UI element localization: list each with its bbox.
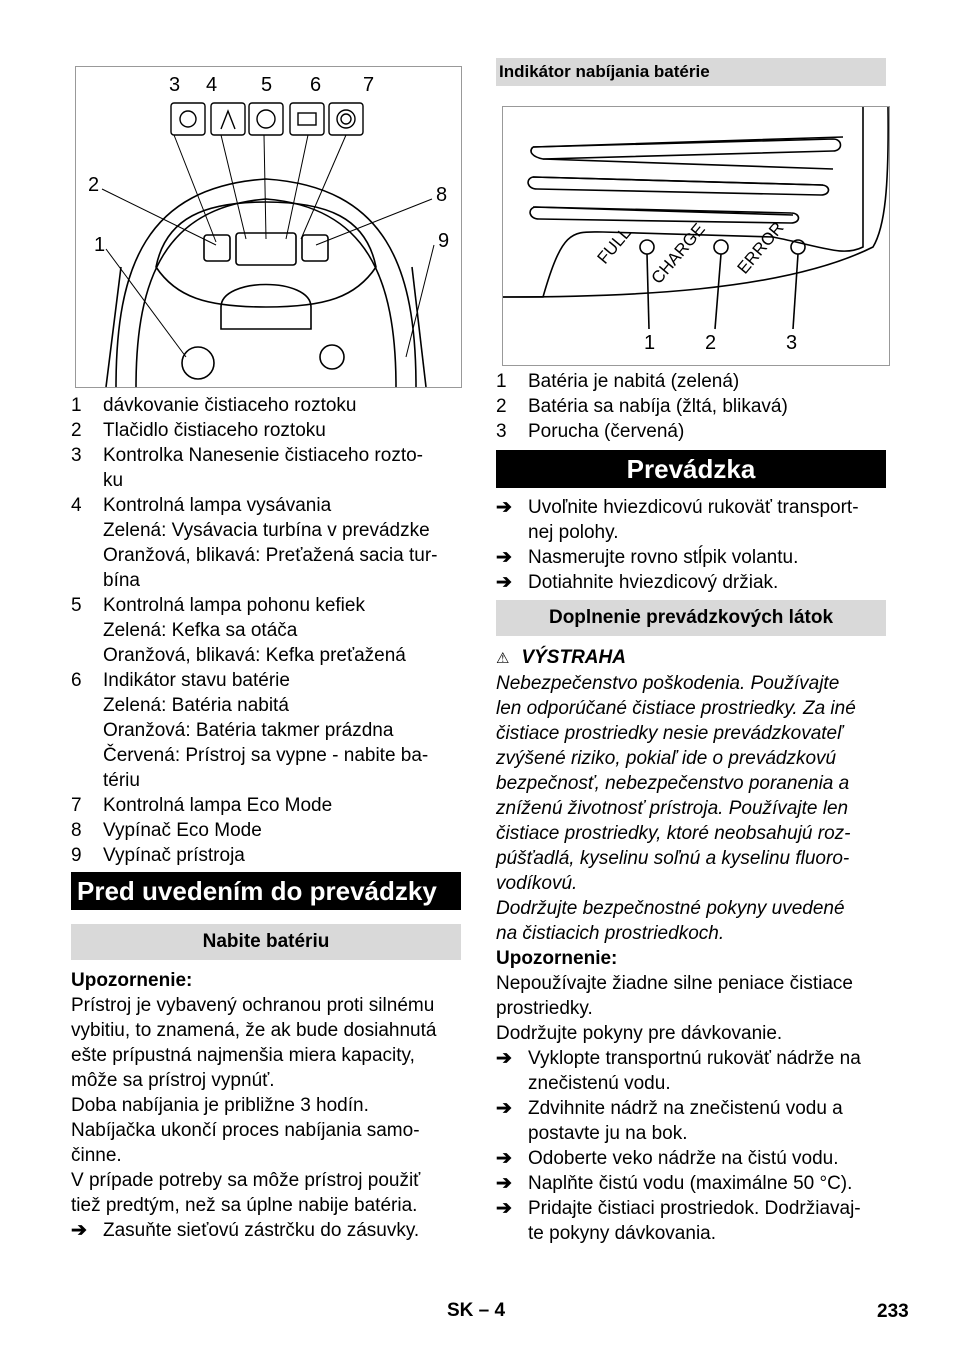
text-line: bína bbox=[103, 570, 140, 591]
text-line: znečistenú vodu. bbox=[528, 1073, 671, 1094]
section-heading-prevadzka: Prevádzka bbox=[496, 450, 886, 488]
text-line: Vypínač prístroja bbox=[103, 845, 245, 866]
text-line: len odporúčané čistiace prostriedky. Za iné bbox=[496, 698, 856, 719]
arrow-icon: ➔ bbox=[496, 572, 512, 593]
text-line: Kontrolná lampa pohonu kefiek bbox=[103, 595, 365, 616]
full-label: FULL bbox=[593, 223, 635, 268]
text-line: zvýšené riziko, pokiaľ ide o prevádzkovú bbox=[496, 748, 837, 769]
callout-9: 9 bbox=[438, 230, 450, 252]
text-line: Nasmerujte rovno stĺpik volantu. bbox=[528, 547, 799, 568]
text-line: Doba nabíjania je približne 3 hodín. bbox=[71, 1095, 369, 1116]
legend-item bbox=[71, 818, 466, 843]
arrow-icon: ➔ bbox=[496, 1048, 512, 1069]
legend-number: 4 bbox=[71, 495, 82, 516]
legend-item bbox=[71, 668, 466, 793]
text-line: Prístroj je vybavený ochranou proti silnému bbox=[71, 995, 435, 1016]
legend-item bbox=[71, 593, 466, 668]
charging-text-block bbox=[71, 968, 471, 1243]
text-line: vybitiu, to znamená, že ak bude dosiahnutá bbox=[71, 1020, 437, 1041]
warning-title-text: VÝSTRAHA bbox=[521, 647, 626, 668]
warning-text bbox=[496, 671, 891, 946]
arrow-icon: ➔ bbox=[496, 497, 512, 518]
text-line: Odoberte veko nádrže na čistú vodu. bbox=[528, 1148, 839, 1169]
arrow-icon: ➔ bbox=[496, 1173, 512, 1194]
legend-item bbox=[496, 369, 886, 394]
text-line: Nebezpečenstvo poškodenia. Používajte bbox=[496, 673, 840, 694]
step-item bbox=[496, 1146, 891, 1171]
footer-section-label: SK – 4 bbox=[447, 1300, 506, 1321]
text-line: ešte prípustná najmenšia miera kapacity, bbox=[71, 1045, 415, 1066]
legend-text: Batéria je nabitá (zelená) bbox=[528, 371, 740, 392]
legend-number: 5 bbox=[71, 595, 82, 616]
text-line: zníženú životnosť prístroja. Používajte len bbox=[496, 798, 849, 819]
legend-number: 8 bbox=[71, 820, 82, 841]
text-line: Dodržujte bezpečnostné pokyny uvedené bbox=[496, 898, 845, 919]
legend-item bbox=[71, 443, 466, 493]
text-line: čistiace prostriedky nesie prevádzkovateľ bbox=[496, 723, 843, 744]
callout-3: 3 bbox=[786, 332, 798, 354]
text-line: Uvoľnite hviezdicovú rukoväť transport- bbox=[528, 497, 859, 518]
text-line: vodíkovú. bbox=[496, 873, 578, 894]
dosage-paragraph bbox=[496, 1021, 891, 1046]
legend-text: Porucha (červená) bbox=[528, 421, 685, 442]
prevadzka-steps bbox=[496, 495, 891, 595]
text-line: čistiace prostriedky, ktoré neobsahujú roz- bbox=[496, 823, 851, 844]
legend-number: 9 bbox=[71, 845, 82, 866]
text-line: tériu bbox=[103, 770, 140, 791]
heading-battery-indicator: Indikátor nabíjania batérie bbox=[496, 58, 886, 86]
arrow-icon: ➔ bbox=[496, 1098, 512, 1119]
callout-2: 2 bbox=[705, 332, 717, 354]
warning-icon: ⚠ bbox=[496, 650, 510, 667]
charge-indicator-drawing bbox=[503, 107, 889, 365]
text-line: Zelená: Kefka sa otáča bbox=[103, 620, 298, 641]
text-line: Kontrolná lampa vysávania bbox=[103, 495, 332, 516]
text-line: Pridajte čistiaci prostriedok. Dodržiavaj- bbox=[528, 1198, 861, 1219]
warning-title bbox=[496, 645, 891, 671]
arrow-icon: ➔ bbox=[496, 1148, 512, 1169]
callout-4: 4 bbox=[206, 74, 218, 96]
text-line: Zelená: Batéria nabitá bbox=[103, 695, 289, 716]
legend-text: Batéria sa nabíja (žltá, blikavá) bbox=[528, 396, 788, 417]
callout-5: 5 bbox=[261, 74, 273, 96]
text-line: tiež predtým, než sa úplne nabije batéria. bbox=[71, 1195, 418, 1216]
legend-item bbox=[496, 394, 886, 419]
text-line: Zelená: Vysávacia turbína v prevádzke bbox=[103, 520, 430, 541]
step-item bbox=[496, 545, 891, 570]
section-heading-pred-uvedenim: Pred uvedením do prevádzky bbox=[71, 872, 461, 910]
step-item bbox=[496, 1096, 891, 1146]
text-line: Červená: Prístroj sa vypne - nabite ba- bbox=[103, 745, 429, 766]
text-line: prostriedky. bbox=[496, 998, 593, 1019]
legend-number: 6 bbox=[71, 670, 82, 691]
legend-item bbox=[71, 793, 466, 818]
text-line: te pokyny dávkovania. bbox=[528, 1223, 717, 1244]
subheading-nabite-bateriu: Nabite batériu bbox=[71, 924, 461, 960]
text-line: Tlačidlo čistiaceho roztoku bbox=[103, 420, 326, 441]
text-line: nej polohy. bbox=[528, 522, 619, 543]
step-item bbox=[496, 1196, 891, 1246]
step-text: Zasuňte sieťovú zástrčku do zásuvky. bbox=[103, 1220, 420, 1241]
legend-number: 1 bbox=[71, 395, 82, 416]
note-label: Upozornenie: bbox=[496, 948, 618, 969]
charger-paragraph bbox=[71, 1118, 471, 1168]
legend-number: 3 bbox=[71, 445, 82, 466]
legend-number: 3 bbox=[496, 421, 507, 442]
text-line: Zdvihnite nádrž na znečistenú vodu a bbox=[528, 1098, 843, 1119]
callout-6: 6 bbox=[310, 74, 322, 96]
step-item bbox=[496, 1046, 891, 1096]
text-line: V prípade potreby sa môže prístroj použiť bbox=[71, 1170, 421, 1191]
text-line: Nepoužívajte žiadne silne peniace čistiace bbox=[496, 973, 853, 994]
text-line: púšťadlá, kyselinu soľnú a kyselinu fluoro- bbox=[496, 848, 850, 869]
text-line: Naplňte čistú vodu (maximálne 50 °C). bbox=[528, 1173, 853, 1194]
legend-item bbox=[71, 843, 466, 868]
text-line: môže sa prístroj vypnúť. bbox=[71, 1070, 275, 1091]
legend-item bbox=[71, 418, 466, 443]
step-item bbox=[496, 495, 891, 545]
fill-steps bbox=[496, 1046, 891, 1246]
legend-number: 2 bbox=[71, 420, 82, 441]
control-panel-drawing bbox=[76, 67, 461, 387]
footer-page-number: 233 bbox=[877, 1301, 909, 1322]
text-line: činne. bbox=[71, 1145, 122, 1166]
text-line: na čistiacich prostriedkoch. bbox=[496, 923, 725, 944]
legend-item bbox=[496, 419, 886, 444]
early-use-paragraph bbox=[71, 1168, 471, 1218]
legend-number: 1 bbox=[496, 371, 507, 392]
arrow-icon: ➔ bbox=[496, 1198, 512, 1219]
charge-time-paragraph bbox=[71, 1093, 471, 1118]
callout-1: 1 bbox=[94, 234, 106, 256]
note-label: Upozornenie: bbox=[71, 970, 193, 991]
text-line: Kontrolná lampa Eco Mode bbox=[103, 795, 333, 816]
legend-number: 2 bbox=[496, 396, 507, 417]
callout-1: 1 bbox=[644, 332, 656, 354]
arrow-icon: ➔ bbox=[496, 547, 512, 568]
charge-indicator-figure bbox=[502, 106, 890, 366]
foam-paragraph bbox=[496, 971, 891, 1021]
text-line: Indikátor stavu batérie bbox=[103, 670, 290, 691]
text-line: Vyklopte transportnú rukoväť nádrže na bbox=[528, 1048, 861, 1069]
text-line: Oranžová, blikavá: Preťažená sacia tur- bbox=[103, 545, 438, 566]
charge-label: CHARGE bbox=[647, 219, 709, 288]
warning-block bbox=[496, 645, 891, 1246]
callout-8: 8 bbox=[436, 184, 448, 206]
legend-item bbox=[71, 393, 466, 418]
control-panel-figure bbox=[75, 66, 462, 388]
arrow-icon: ➔ bbox=[71, 1220, 87, 1241]
charge-indicator-legend bbox=[496, 369, 886, 444]
control-panel-legend bbox=[71, 393, 466, 868]
step-item bbox=[496, 570, 891, 595]
subheading-doplnenie: Doplnenie prevádzkových látok bbox=[496, 600, 886, 636]
text-line: Oranžová, blikavá: Kefka preťažená bbox=[103, 645, 406, 666]
step-plug-in bbox=[71, 1218, 471, 1243]
step-item bbox=[496, 1171, 891, 1196]
legend-number: 7 bbox=[71, 795, 82, 816]
text-line: Kontrolka Nanesenie čistiaceho rozto- bbox=[103, 445, 424, 466]
text-line: Vypínač Eco Mode bbox=[103, 820, 262, 841]
text-line: postavte ju na bok. bbox=[528, 1123, 688, 1144]
callout-3: 3 bbox=[169, 74, 181, 96]
error-label: ERROR bbox=[733, 218, 788, 278]
overdischarge-paragraph bbox=[71, 993, 471, 1093]
callout-2: 2 bbox=[88, 174, 100, 196]
text-line: ku bbox=[103, 470, 124, 491]
text-line: bezpečnosť, nebezpečenstvo poranenia a bbox=[496, 773, 850, 794]
text-line: Dotiahnite hviezdicový držiak. bbox=[528, 572, 779, 593]
callout-7: 7 bbox=[363, 74, 375, 96]
text-line: Nabíjačka ukončí proces nabíjania samo- bbox=[71, 1120, 420, 1141]
legend-item bbox=[71, 493, 466, 593]
text-line: Dodržujte pokyny pre dávkovanie. bbox=[496, 1023, 783, 1044]
text-line: dávkovanie čistiaceho roztoku bbox=[103, 395, 357, 416]
text-line: Oranžová: Batéria takmer prázdna bbox=[103, 720, 394, 741]
